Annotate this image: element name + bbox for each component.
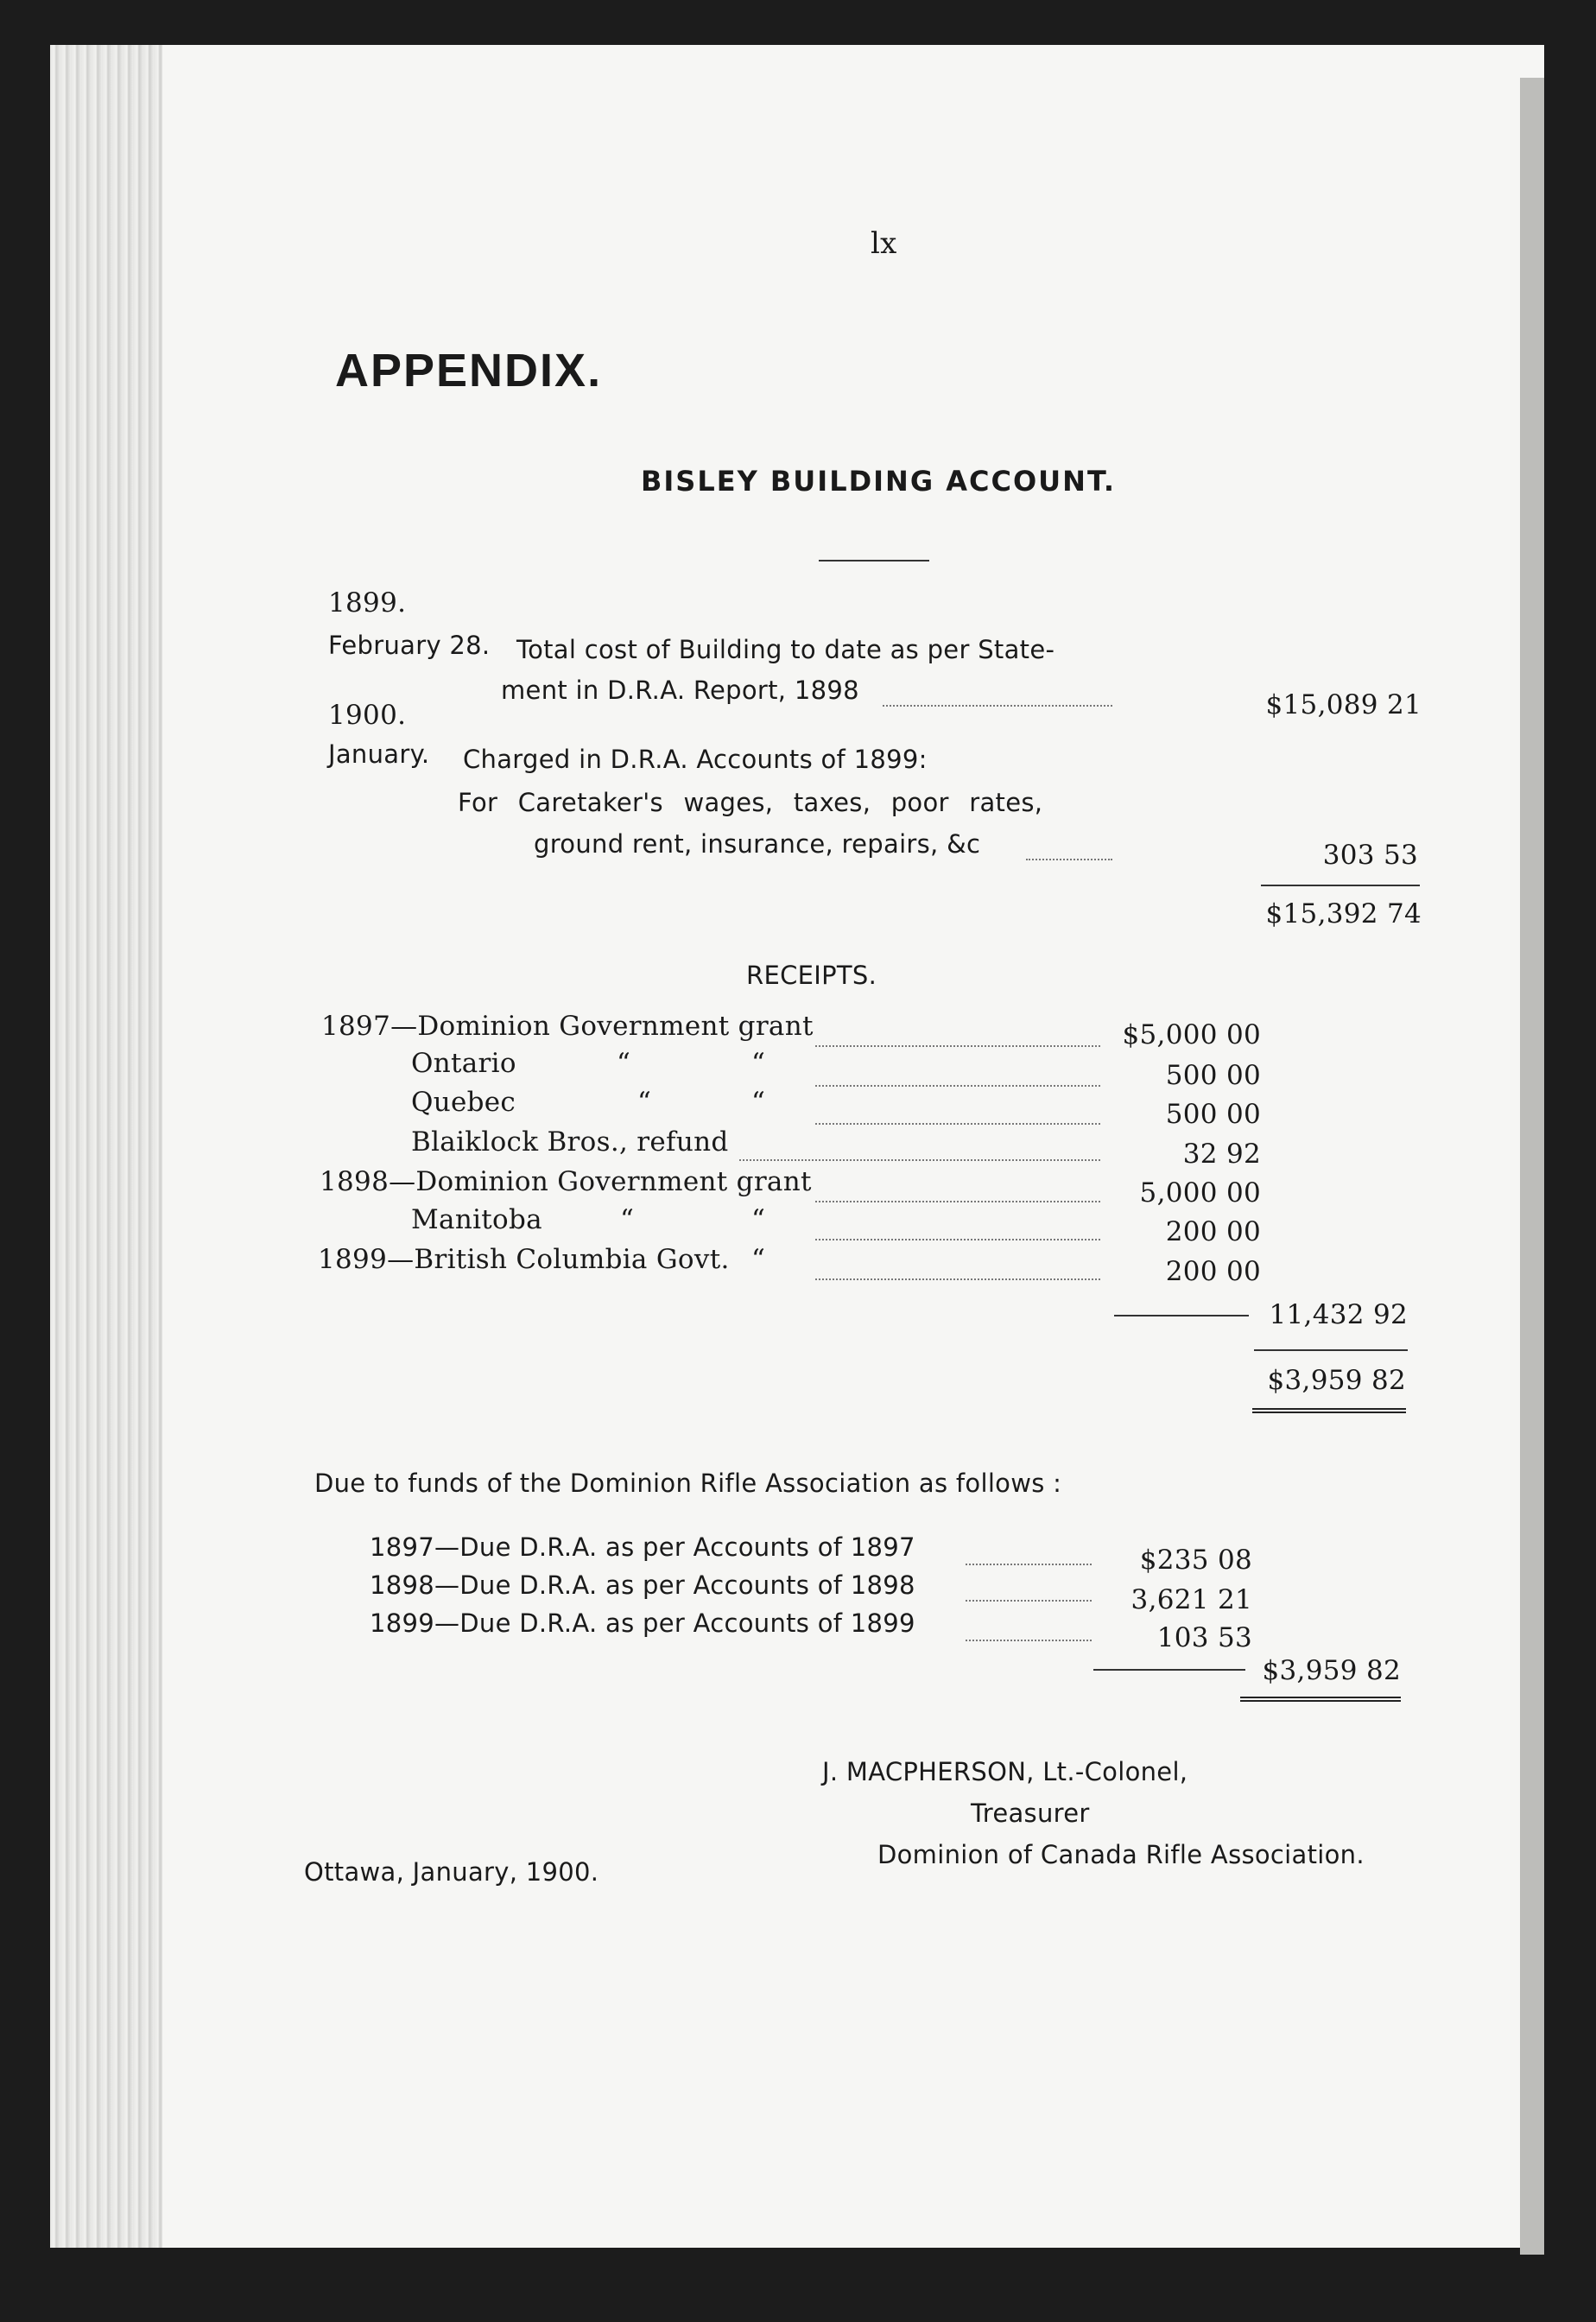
double-rule [1240,1697,1401,1702]
due-intro: Due to funds of the Dominion Rifle Association as follows : [314,1469,1062,1498]
receipts-heading: RECEIPTS. [746,961,877,990]
page-number: lx [871,226,897,261]
leader-dots [815,1123,1100,1125]
place-date: Ottawa, January, 1900. [304,1857,599,1887]
ditto-mark: “ [751,1244,766,1275]
leader-dots [815,1239,1100,1240]
account-total: $15,392 74 [1265,898,1422,929]
sum-rule [1093,1669,1245,1671]
ditto-mark: “ [751,1087,766,1118]
leader-dots [815,1278,1100,1280]
due-amount: 3,621 21 [1130,1584,1252,1615]
receipt-amount: 32 92 [1182,1139,1261,1170]
signatory-role: Treasurer [971,1799,1090,1828]
receipts-balance: $3,959 82 [1267,1365,1406,1396]
page [50,45,1544,2248]
receipt-amount: $5,000 00 [1122,1019,1261,1050]
leader-dots [966,1564,1092,1565]
leader-dots [1026,859,1112,860]
ditto-mark: “ [620,1204,635,1235]
due-label: 1898—Due D.R.A. as per Accounts of 1898 [370,1570,915,1600]
entry1-line1: Total cost of Building to date as per State- [516,635,1055,664]
receipts-subtotal: 11,432 92 [1269,1299,1408,1330]
receipt-label: 1898—Dominion Government grant [320,1166,812,1197]
leader-dots [815,1201,1100,1202]
book-gutter [50,45,162,2248]
leader-dots [815,1045,1100,1047]
double-rule [1252,1408,1406,1413]
receipt-label: 1897—Dominion Government grant [321,1011,814,1042]
receipt-amount: 500 00 [1165,1060,1261,1091]
leader-dots [739,1159,1100,1161]
entry1-date: February 28. [328,631,491,660]
receipt-label: 1899—British Columbia Govt. [318,1244,730,1275]
appendix-heading: APPENDIX. [335,345,603,397]
leader-dots [966,1640,1092,1641]
due-label: 1897—Due D.R.A. as per Accounts of 1897 [370,1532,915,1562]
ditto-mark: “ [637,1087,652,1118]
ditto-mark: “ [617,1048,631,1079]
due-amount: $235 08 [1139,1545,1252,1576]
receipt-label: Manitoba [411,1204,542,1235]
title-rule [819,560,929,561]
signatory-organization: Dominion of Canada Rifle Association. [877,1840,1365,1869]
entry1-line2: ment in D.R.A. Report, 1898 [501,676,859,705]
receipt-label: Blaiklock Bros., refund [411,1126,729,1158]
leader-dots [883,705,1112,707]
account-title: BISLEY BUILDING ACCOUNT. [641,465,1117,498]
year-1899: 1899. [328,587,407,619]
receipt-label: Ontario [411,1048,516,1079]
receipt-amount: 200 00 [1165,1216,1261,1247]
due-amount: 103 53 [1156,1622,1252,1653]
sum-rule [1254,1349,1408,1351]
ditto-mark: “ [751,1048,766,1079]
year-1900: 1900. [328,700,407,731]
entry2-date: January. [328,739,430,769]
sum-rule [1261,885,1420,886]
entry2-line3: ground rent, insurance, repairs, &c [534,829,981,859]
page-edge [1520,78,1544,2255]
receipt-amount: 500 00 [1165,1099,1261,1130]
leader-dots [815,1085,1100,1087]
leader-dots [966,1600,1092,1602]
entry2-line2: For Caretaker's wages, taxes, poor rates, [458,788,1043,817]
ditto-mark: “ [751,1204,766,1235]
entry2-amount: 303 53 [1322,840,1418,871]
receipt-amount: 200 00 [1165,1256,1261,1287]
sum-rule [1114,1315,1249,1316]
receipt-label: Quebec [411,1087,516,1118]
due-total: $3,959 82 [1262,1655,1401,1686]
due-label: 1899—Due D.R.A. as per Accounts of 1899 [370,1608,915,1638]
entry1-amount: $15,089 21 [1265,689,1422,720]
receipt-amount: 5,000 00 [1139,1177,1261,1209]
signatory-name: J. MACPHERSON, Lt.-Colonel, [822,1757,1188,1786]
entry2-line1: Charged in D.R.A. Accounts of 1899: [463,745,928,774]
